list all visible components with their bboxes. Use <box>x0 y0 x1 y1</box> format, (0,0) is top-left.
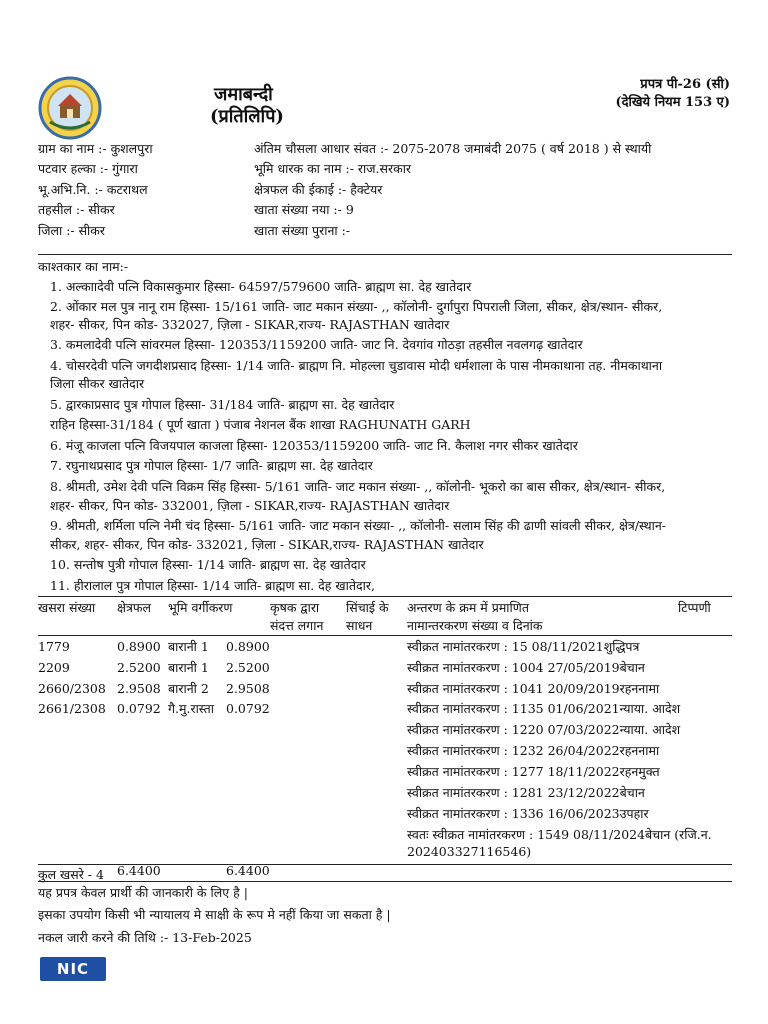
khata-number-old: खाता संख्या पुराना :- <box>254 223 351 238</box>
khasra-area: 2.9508 <box>117 681 161 696</box>
column-header-irrigation-line2: साधन <box>346 618 373 633</box>
cultivator-line: 8. श्रीमती, उमेश देवी पत्नि विक्रम सिंह हिस्सा- 5/161 जाति- जाट मकान संख्या- ,, कॉलोनी- भूकरो का बास सीकर, क्षेत्र/स्थान- सीकर, <box>50 479 666 494</box>
cultivator-line: 7. रघुनाथप्रसाद पुत्र गोपाल हिस्सा- 1/7 जाति- ब्राह्मण सा. देह खातेदार <box>50 458 373 473</box>
land-class: बारानी 1 <box>168 660 209 675</box>
mutation-entry: स्वीक्रत नामांतरकरण : 1220 07/03/2022न्याया. आदेश <box>407 722 681 737</box>
total-area: 6.4400 <box>117 863 161 878</box>
divider <box>38 635 732 636</box>
cultivator-line: 10. सन्तोष पुत्री गोपाल हिस्सा- 1/14 जाति- ब्राह्मण सा. देह खातेदार <box>50 557 366 572</box>
cultivator-line: 5. द्वारकाप्रसाद पुत्र गोपाल हिस्सा- 31/184 जाति- ब्राह्मण सा. देह खातेदार <box>50 397 395 412</box>
khasra-number: 2209 <box>38 660 70 675</box>
column-header-irrigation: सिंचाई के <box>346 600 389 615</box>
cultivator-line: सीकर, शहर- सीकर, पिन कोड- 332021, ज़िला - SIKAR,राज्य- RAJASTHAN खातेदार <box>50 537 484 552</box>
mutation-entry: स्वीक्रत नामांतरकरण : 1232 26/04/2022रहननामा <box>407 743 660 758</box>
area-unit: क्षेत्रफल की ईकाई :- हैक्टेयर <box>254 182 383 197</box>
column-header-area: क्षेत्रफल <box>117 600 151 615</box>
land-record-inspector: भू.अभि.नि. :- कटराथल <box>38 182 148 197</box>
tehsil: तहसील :- सीकर <box>38 202 115 217</box>
khasra-number: 2660/2308 <box>38 681 106 696</box>
mutation-entry: स्वीक्रत नामांतरकरण : 1135 01/06/2021न्याया. आदेश <box>407 701 681 716</box>
column-header-remarks: टिप्पणी <box>678 600 711 615</box>
khasra-number: 2661/2308 <box>38 701 106 716</box>
cultivator-line: शहर- सीकर, पिन कोड- 332027, ज़िला - SIKAR,राज्य- RAJASTHAN खातेदार <box>50 317 450 332</box>
mutation-entry: स्वीक्रत नामांतरकरण : 1004 27/05/2019बेचान <box>407 660 645 675</box>
khasra-area: 0.0792 <box>117 701 161 716</box>
patwar-halka: पटवार हल्का :- गुंगारा <box>38 161 138 176</box>
document-subtitle: (प्रतिलिपि) <box>210 106 284 127</box>
cultivator-line: 6. मंजू काजला पत्नि विजयपाल काजला हिस्सा- 120353/1159200 जाति- जाट नि. कैलाश नगर सीकर खातेदार <box>50 438 578 453</box>
mutation-entry: स्वीक्रत नामांतरकरण : 1277 18/11/2022रहनमुक्त <box>407 764 660 779</box>
mutation-entry: स्वीक्रत नामांतरकरण : 1041 20/09/2019रहननामा <box>407 681 660 696</box>
rule-reference: (देखिये नियम 153 ए) <box>615 95 730 110</box>
divider <box>38 596 732 597</box>
divider <box>38 254 732 255</box>
cultivators-heading: काश्तकार का नाम:- <box>38 259 129 274</box>
nic-logo <box>40 957 106 981</box>
nic-logo-text: NIC <box>56 960 90 978</box>
land-class-area: 0.0792 <box>226 701 270 716</box>
mutation-entry: 202403327116546) <box>407 844 532 859</box>
land-class-area: 2.9508 <box>226 681 270 696</box>
total-class-area: 6.4400 <box>226 863 270 878</box>
cultivator-line: शहर- सीकर, पिन कोड- 332001, ज़िला - SIKAR,राज्य- RAJASTHAN खातेदार <box>50 498 450 513</box>
disclaimer-note: इसका उपयोग किसी भी न्यायालय मे साक्षी के रूप मे नहीं किया जा सकता है | <box>38 907 391 922</box>
khasra-area: 2.5200 <box>117 660 161 675</box>
cultivator-line: राहिन हिस्सा-31/184 ( पूर्ण खाता ) पंजाब नेशनल बैंक शाखा RAGHUNATH GARH <box>50 417 471 432</box>
disclaimer-note: यह प्रपत्र केवल प्रार्थी की जानकारी के लिए है | <box>38 885 248 900</box>
mutation-entry: स्वतः स्वीक्रत नामांतरकरण : 1549 08/11/2024बेचान (रजि.न. <box>407 827 712 842</box>
column-header-khasra: खसरा संख्या <box>38 600 96 615</box>
land-class-area: 0.8900 <box>226 639 270 654</box>
khata-number-new: खाता संख्या नया :- 9 <box>254 202 354 217</box>
issue-date: नकल जारी करने की तिथि :- 13-Feb-2025 <box>38 930 252 945</box>
cultivator-line: 2. ओंकार मल पुत्र नानू राम हिस्सा- 15/161 जाति- जाट मकान संख्या- ,, कॉलोनी- दुर्गापुरा पिपराली जिला, सीकर, क्षेत्र/स्थान- सीकर, <box>50 299 663 314</box>
cultivator-line: 1. अल्काादेवी पत्नि विकासकुमार हिस्सा- 64597/579600 जाति- ब्राह्मण सा. देह खातेदार <box>50 279 472 294</box>
column-header-land-class: भूमि वर्गीकरण <box>168 600 233 615</box>
mutation-entry: स्वीक्रत नामांतरकरण : 15 08/11/2021शुद्धिपत्र <box>407 639 640 654</box>
land-class: बारानी 2 <box>168 681 209 696</box>
document-title: जमाबन्दी <box>214 84 273 105</box>
land-holder-name: भूमि धारक का नाम :- राज.सरकार <box>254 161 412 176</box>
cultivator-line: 9. श्रीमती, शर्मिला पत्नि नेमी चंद हिस्सा- 5/161 जाति- जाट मकान संख्या- ,, कॉलोनी- सलाम सिंह की ढाणी सांवली सीकर, क्षेत्र/स्थान- <box>50 518 667 533</box>
village-name: ग्राम का नाम :- कुशलपुरा <box>38 141 153 156</box>
column-header-mutation: अन्तरण के क्रम में प्रमाणित <box>407 600 529 615</box>
khasra-area: 0.8900 <box>117 639 161 654</box>
cultivator-line: 4. चोसरदेवी पत्नि जगदीशप्रसाद हिस्सा- 1/14 जाति- ब्राह्मण नि. मोहल्ला चुडावास मोदी धर्मशाला के पास नीमकाथाना तह. नीमकाथाना <box>50 358 663 373</box>
cultivator-line: 3. कमलादेवी पत्नि सांवरमल हिस्सा- 120353/1159200 जाति- जाट नि. देवगांव गोठड़ा तहसील नवलगढ़ खातेदार <box>50 337 583 352</box>
khasra-number: 1779 <box>38 639 70 654</box>
rajasthan-seal-icon <box>38 76 102 140</box>
mutation-entry: स्वीक्रत नामांतरकरण : 1281 23/12/2022बेचान <box>407 785 645 800</box>
mutation-entry: स्वीक्रत नामांतरकरण : 1336 16/06/2023उपहार <box>407 806 649 821</box>
land-class-area: 2.5200 <box>226 660 270 675</box>
land-class: गै.मु.रास्ता <box>168 701 215 716</box>
district: जिला :- सीकर <box>38 223 106 238</box>
column-header-mutation-line2: नामान्तरकरण संख्या व दिनांक <box>407 618 543 633</box>
column-header-rent: कृषक द्वारा <box>270 600 320 615</box>
form-number: प्रपत्र पी-26 (सी) <box>640 77 730 92</box>
cultivator-line: जिला सीकर खातेदार <box>50 376 145 391</box>
land-class: बारानी 1 <box>168 639 209 654</box>
column-header-rent-line2: संदत्त लगान <box>270 618 324 633</box>
base-samvat: अंतिम चौसला आधार संवत :- 2075-2078 जमाबंदी 2075 ( वर्ष 2018 ) से स्थायी <box>254 141 652 156</box>
cultivator-line: 11. हीरालाल पुत्र गोपाल हिस्सा- 1/14 जाति- ब्राह्मण सा. देह खातेदार, <box>50 578 375 593</box>
total-khasra-count: कुल खसरे - 4 <box>38 867 104 882</box>
divider <box>38 881 732 882</box>
